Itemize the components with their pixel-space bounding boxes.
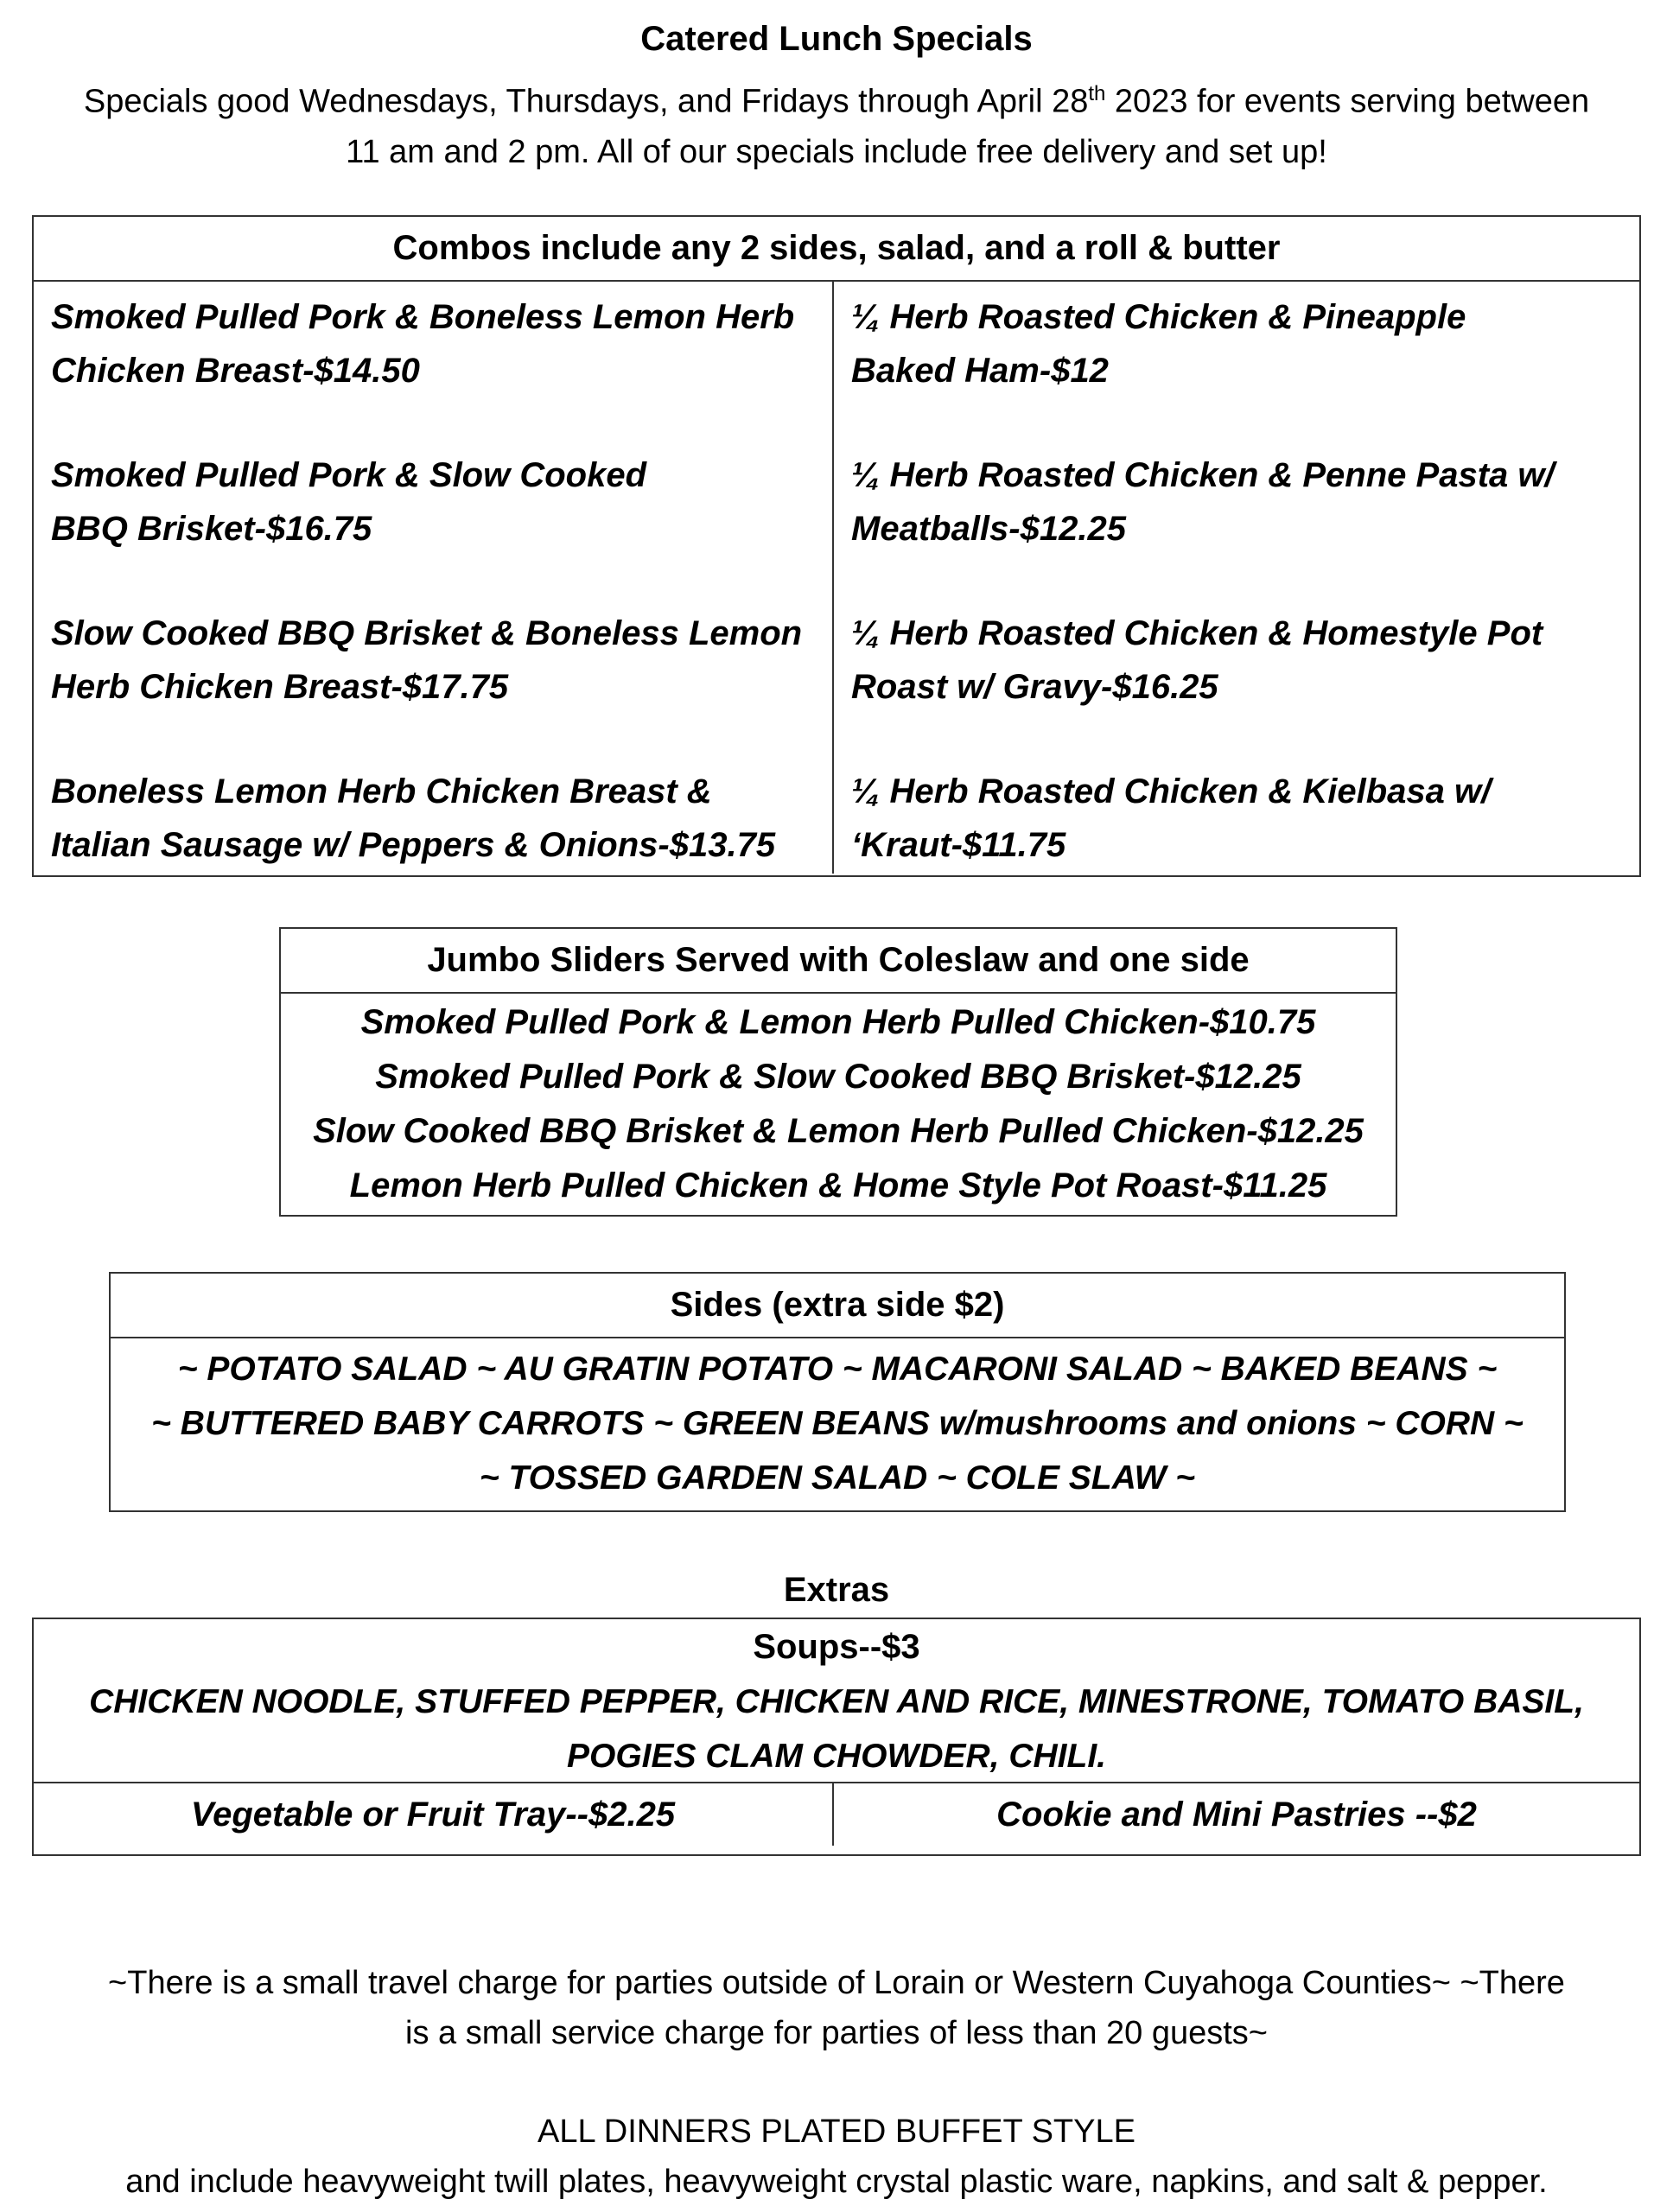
list-item: Lemon Herb Pulled Chicken & Home Style Pot Roast-$11.25	[349, 1166, 1327, 1205]
page-title: Catered Lunch Specials	[640, 20, 1033, 58]
page-header	[0, 9, 1673, 177]
combos-grid	[34, 282, 1639, 874]
combo-item-line2: BBQ Brisket-$16.75	[51, 510, 372, 548]
extras-table	[32, 1618, 1641, 1856]
travel-note-line1: ~There is a small travel charge for parties outside of Lorain or Western Cuyahoga Counties~ ~There	[108, 1965, 1565, 2001]
combo-item	[851, 290, 1622, 448]
sliders-heading: Jumbo Sliders Served with Coleslaw and one side	[281, 929, 1396, 994]
combo-item-line2: Chicken Breast-$14.50	[51, 352, 420, 390]
combo-item	[51, 290, 815, 448]
combo-item	[851, 448, 1622, 607]
extras-label: Extras	[783, 1571, 890, 1609]
combo-item	[851, 607, 1622, 765]
combos-table	[32, 215, 1641, 877]
specials-validity-part1: Specials good Wednesdays, Thursdays, and Fridays through April 28	[83, 83, 1089, 120]
combo-item	[51, 448, 815, 607]
specials-validity-part2: 2023 for events serving between	[1105, 83, 1590, 120]
combo-item-line1: ¼ Herb Roasted Chicken & Pineapple	[851, 298, 1466, 336]
combos-right-column	[834, 282, 1639, 874]
combo-item-line2: Baked Ham-$12	[851, 352, 1109, 390]
soups-line: CHICKEN NOODLE, STUFFED PEPPER, CHICKEN AND RICE, MINESTRONE, TOMATO BASIL,	[89, 1683, 1584, 1720]
list-item: ~ POTATO SALAD ~ AU GRATIN POTATO ~ MACARONI SALAD ~ BAKED BEANS ~	[177, 1351, 1498, 1388]
combo-item-line1: Smoked Pulled Pork & Slow Cooked	[51, 456, 647, 494]
combo-item-line2: ‘Kraut-$11.75	[851, 826, 1066, 864]
cookies-item: Cookie and Mini Pastries --$2	[996, 1796, 1477, 1834]
combo-item-line2: Italian Sausage w/ Peppers & Onions-$13.75	[51, 826, 776, 864]
combos-heading: Combos include any 2 sides, salad, and a roll & butter	[34, 217, 1639, 282]
dinners-note-line2: and include heavyweight twill plates, heavyweight crystal plastic ware, napkins, and salt & pepper.	[125, 2164, 1548, 2200]
sides-table	[109, 1272, 1566, 1512]
combo-item-line1: Slow Cooked BBQ Brisket & Boneless Lemon	[51, 614, 803, 652]
extras-row	[34, 1783, 1639, 1846]
list-item: Slow Cooked BBQ Brisket & Lemon Herb Pulled Chicken-$12.25	[313, 1112, 1364, 1150]
soups-heading: Soups--$3	[753, 1628, 920, 1666]
list-item: Smoked Pulled Pork & Lemon Herb Pulled Chicken-$10.75	[360, 1003, 1316, 1041]
travel-note-line2: is a small service charge for parties of less than 20 guests~	[405, 2015, 1268, 2051]
combo-item-line1: ¼ Herb Roasted Chicken & Penne Pasta w/	[851, 456, 1555, 494]
sides-heading: Sides (extra side $2)	[111, 1274, 1564, 1338]
combo-item	[851, 765, 1622, 872]
combos-left-column	[34, 282, 834, 874]
soups-line: POGIES CLAM CHOWDER, CHILI.	[567, 1738, 1106, 1775]
sliders-table	[279, 927, 1397, 1217]
sides-list	[111, 1338, 1564, 1505]
combo-item	[51, 765, 815, 872]
sliders-list	[281, 994, 1396, 1213]
combo-item-line2: Roast w/ Gravy-$16.25	[851, 668, 1218, 706]
combo-item-line1: Smoked Pulled Pork & Boneless Lemon Herb	[51, 298, 795, 336]
specials-validity-line2: 11 am and 2 pm. All of our specials include free delivery and set up!	[346, 133, 1327, 170]
combo-item-line1: ¼ Herb Roasted Chicken & Homestyle Pot	[851, 614, 1543, 652]
specials-validity-superscript: th	[1088, 82, 1106, 105]
soups-list	[34, 1675, 1639, 1783]
travel-note	[0, 1958, 1673, 2058]
list-item: ~ TOSSED GARDEN SALAD ~ COLE SLAW ~	[479, 1459, 1196, 1497]
specials-validity	[0, 69, 1673, 177]
combo-item-line2: Herb Chicken Breast-$17.75	[51, 668, 509, 706]
tray-item: Vegetable or Fruit Tray--$2.25	[34, 1783, 834, 1846]
list-item: Smoked Pulled Pork & Slow Cooked BBQ Brisket-$12.25	[375, 1058, 1301, 1096]
combo-item-line1: ¼ Herb Roasted Chicken & Kielbasa w/	[851, 772, 1492, 810]
combo-item-line1: Boneless Lemon Herb Chicken Breast &	[51, 772, 712, 810]
list-item: ~ BUTTERED BABY CARROTS ~ GREEN BEANS w/mushrooms and onions ~ CORN ~	[151, 1405, 1524, 1442]
dinners-note	[0, 2107, 1673, 2207]
dinners-note-line1: ALL DINNERS PLATED BUFFET STYLE	[538, 2113, 1135, 2150]
combo-item-line2: Meatballs-$12.25	[851, 510, 1126, 548]
combo-item	[51, 607, 815, 765]
